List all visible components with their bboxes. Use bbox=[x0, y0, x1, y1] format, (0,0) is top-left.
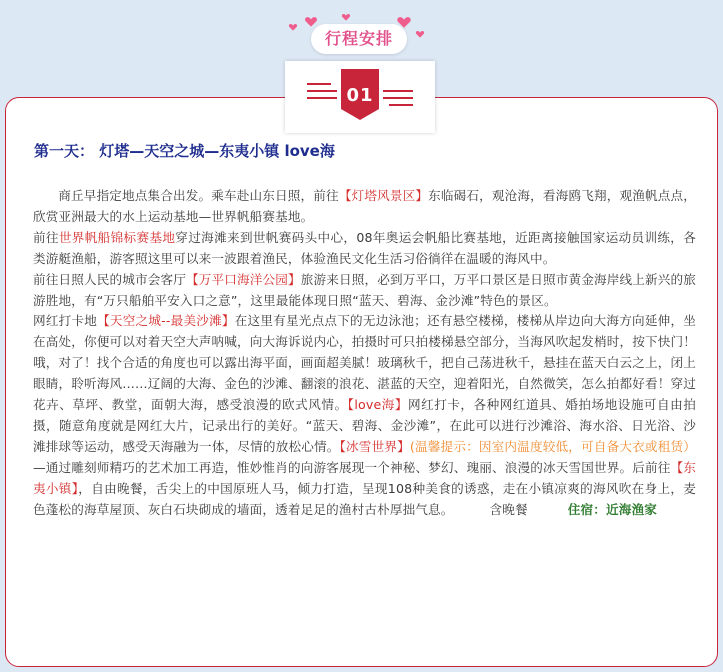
paragraph-sky-city: 网红打卡地【天空之城--最美沙滩】在这里有星光点点下的无边泳池；还有悬空楼梯，楼梯从岸边向大海方向延伸，坐在高处，你便可以对着天空大声呐喊，向大海诉说内心，拍摄时可只拍楼梯悬空部分，当海风吹起发梢时，按下快门！哦，对了！找个合适的角度也可以露出海平面，画面超美腻！玻璃秋千，把自己荡进秋千，悬挂在蓝天白云之上，闭上眼睛，聆听海风……辽阔的大海、金色的沙滩、翻滚的浪花、湛蓝的天空，迎着阳光，自然微笑，怎么拍都好看！穿过花卉、草坪、教堂，面朝大海，感受浪漫的欧式风情。【love海】网红打卡，各种网红道具、婚拍场地设施可自由拍摄，随意角度就是网红大片，记录出行的美好。“蓝天、碧海、金沙滩”，在此可以进行沙滩浴、海水浴、日光浴、沙滩排球等运动，感受天海融为一体，尽情的放松心情。【冰雪世界】(温馨提示：因室内温度较低，可自备大衣或租赁）—通过雕刻师精巧的艺术加工再造，惟妙惟肖的向游客展现一个神秘、梦幻、瑰丽、浪漫的冰天雪国世界。后前往【东夷小镇】，自由晚餐，舌尖上的中国原班人马，倾力打造，呈现108种美食的诱惑，走在小镇凉爽的海风吹在身上，麦色蓬松的海草屋顶、灰白石块砌成的墙面，透着足足的渔村古朴厚拙气息。 含晚餐 住宿：近海渔家 bbox=[33, 313, 697, 517]
highlight-wanpingkou: 【万平口海洋公园】 bbox=[186, 271, 301, 287]
highlight-love-sea: 【love海】 bbox=[347, 397, 408, 413]
paragraph-wanpingkou: 前往日照人民的城市会客厅【万平口海洋公园】旅游来日照，必到万平口，万平口景区是日照市黄金海岸线上新兴的旅游胜地，有“万只船舶平安入口之意”，这里最能体现日照“蓝天、碧海、金沙滩”特色的景区。 bbox=[33, 271, 696, 308]
heart-icon bbox=[305, 17, 317, 27]
meal-info: 含晚餐 bbox=[489, 501, 528, 517]
highlight-sailing-base: 世界帆船锦标赛基地 bbox=[58, 229, 176, 245]
highlight-sky-city: 【天空之城--最美沙滩】 bbox=[97, 313, 235, 329]
badge-number: 01 bbox=[346, 85, 374, 106]
highlight-lighthouse: 【灯塔风景区】 bbox=[338, 188, 429, 203]
heart-icon bbox=[289, 24, 297, 31]
paragraph-departure: 商丘早指定地点集合出发。乘车赴山东日照，前往【灯塔风景区】东临碣石，观沧海，看海鸥飞翔，观渔帆点点，欣赏亚洲最大的水上运动基地—世界帆船赛基地。 bbox=[33, 188, 696, 224]
highlight-dongyi-town: 【东夷小镇】 bbox=[33, 459, 696, 496]
heart-icon bbox=[416, 31, 424, 38]
day-title: 第一天： 灯塔—天空之城—东夷小镇 love海 bbox=[34, 142, 335, 160]
section-title: 行程安排 bbox=[311, 24, 407, 54]
heart-icon bbox=[342, 14, 350, 21]
highlight-ice-world: 【冰雪世界】 bbox=[339, 438, 410, 454]
paragraph-sailing-base: 前往世界帆船锦标赛基地穿过海滩来到世帆赛码头中心，08年奥运会帆船比赛基地，近距离接触国家运动员训练，各类游艇渔船，游客照这里可以来一波跟着渔民，体验渔民文化生活习俗徜徉在温暖的海风中。 bbox=[33, 229, 696, 266]
warm-tip: (温馨提示：因室内温度较低，可自备大衣或租赁） bbox=[409, 438, 696, 454]
itinerary-body bbox=[33, 186, 696, 521]
lodging-info: 住宿：近海渔家 bbox=[567, 501, 657, 517]
day-badge bbox=[285, 61, 435, 133]
